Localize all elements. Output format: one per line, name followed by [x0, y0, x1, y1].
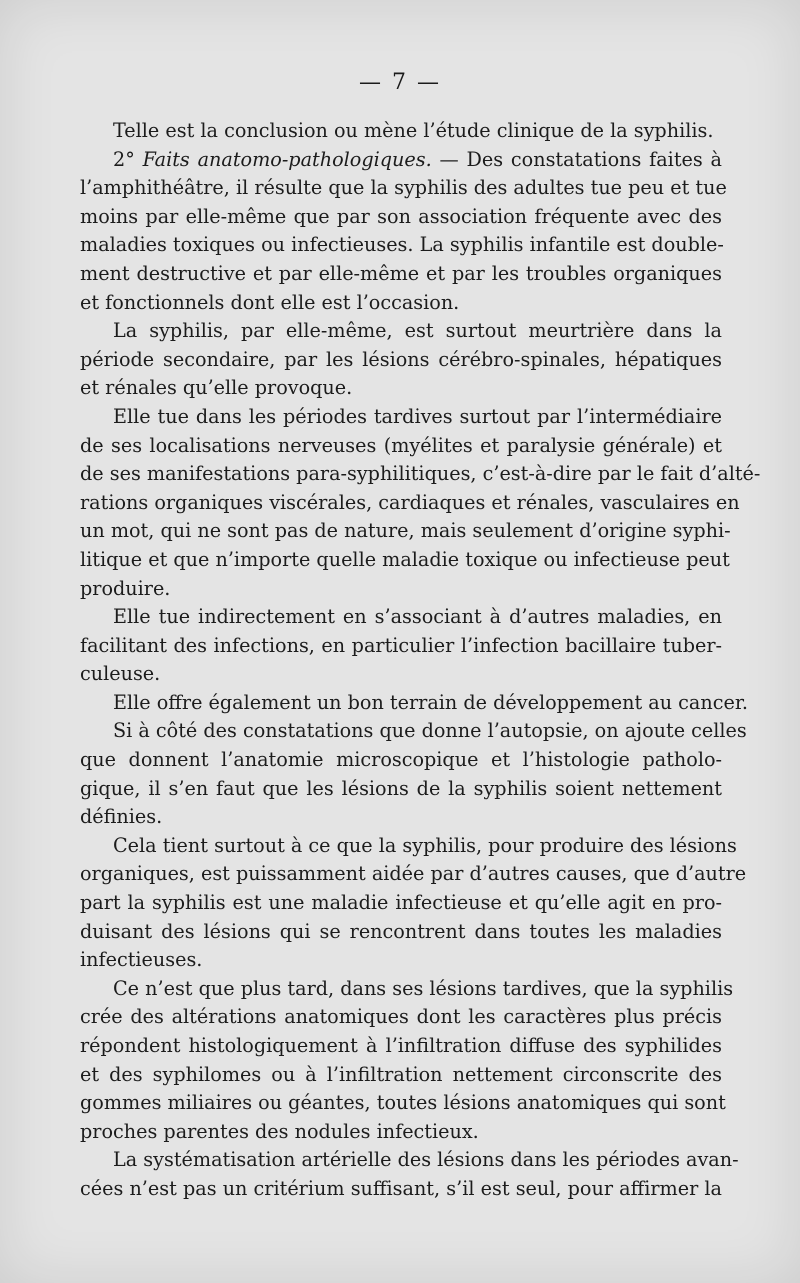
section-number: 2° [113, 147, 143, 171]
text-line: gique, il s’en faut que les lésions de la syphilis soient nettement [80, 776, 722, 800]
paragraph [80, 146, 727, 318]
text-line: période secondaire, par les lésions cérébro-spinales, hépatiques [80, 347, 722, 371]
text-line: litique et que n’importe quelle maladie toxique ou infectieuse peut [80, 547, 730, 571]
text-line: organiques, est puissamment aidée par d’autres causes, que d’autre [80, 862, 747, 886]
text-line: Ce n’est que plus tard, dans ses lésions tardives, que la syphilis [113, 976, 734, 1000]
text-line: produire. [80, 576, 171, 600]
text-line: Elle offre également un bon terrain de développement au cancer. [113, 690, 748, 714]
text-line: rations organiques viscérales, cardiaques et rénales, vasculaires en [80, 490, 740, 514]
text-line: facilitant des infections, en particulier l’infection bacillaire tuber- [80, 633, 722, 657]
page-number: — 7 — [359, 70, 441, 95]
body-text [80, 117, 761, 1204]
text-line: culeuse. [80, 662, 161, 686]
line-text: — Des constatations faites à [431, 147, 722, 171]
text-line: Elle tue indirectement en s’associant à d’autres maladies, en [113, 605, 722, 629]
text-line: Cela tient surtout à ce que la syphilis, pour produire des lésions [113, 833, 737, 857]
paragraph [80, 1146, 739, 1203]
paragraph [80, 317, 722, 403]
text-line: Elle tue dans les périodes tardives surtout par l’intermédiaire [113, 404, 722, 428]
text-line: et des syphilomes ou à l’infiltration nettement circonscrite des [80, 1062, 722, 1086]
text-line: de ses manifestations para-syphilitiques, c’est-à-dire par le fait d’alté- [80, 462, 761, 486]
text-line: cées n’est pas un critérium suffisant, s’il est seul, pour affirmer la [80, 1176, 722, 1200]
text-line: infectieuses. [80, 948, 203, 972]
text-line: moins par elle-même que par son association fréquente avec des [80, 204, 722, 228]
text-line: que donnent l’anatomie microscopique et l’histologie patholo- [80, 748, 722, 772]
paragraph [80, 717, 747, 831]
text-line: Telle est la conclusion ou mène l’étude clinique de la syphilis. [113, 119, 714, 142]
paragraph [80, 975, 734, 1147]
text-line: définies. [80, 805, 163, 829]
text-line: duisant des lésions qui se rencontrent dans toutes les maladies [80, 919, 722, 943]
text-line: crée des altérations anatomiques dont les caractères plus précis [80, 1005, 722, 1029]
text-line: La systématisation artérielle des lésions dans les périodes avan- [113, 1148, 739, 1172]
text-line: proches parentes des nodules infectieux. [80, 1119, 479, 1143]
text-line [80, 146, 722, 175]
text-line: et rénales qu’elle provoque. [80, 376, 353, 400]
paragraph [80, 117, 722, 146]
text-line: ment destructive et par elle-même et par les troubles organiques [80, 261, 722, 285]
text-line: de ses localisations nerveuses (myélites et paralysie générale) et [80, 433, 722, 457]
paragraph [80, 403, 761, 603]
text-line: part la syphilis est une maladie infectieuse et qu’elle agit en pro- [80, 891, 722, 915]
paragraph [80, 689, 748, 718]
text-line: répondent histologiquement à l’infiltration diffuse des syphilides [80, 1034, 722, 1057]
paragraph [80, 832, 747, 975]
text-line: un mot, qui ne sont pas de nature, mais seulement d’origine syphi- [80, 519, 731, 543]
text-line: maladies toxiques ou infectieuses. La syphilis infantile est double- [80, 233, 724, 257]
text-line: La syphilis, par elle-même, est surtout meurtrière dans la [113, 319, 722, 343]
paragraph [80, 603, 722, 689]
text-line: et fonctionnels dont elle est l’occasion. [80, 290, 460, 314]
text-line: gommes miliaires ou géantes, toutes lésions anatomiques qui sont [80, 1091, 726, 1115]
text-line: Si à côté des constatations que donne l’autopsie, on ajoute celles [113, 719, 747, 743]
text-line: l’amphithéâtre, il résulte que la syphilis des adultes tue peu et tue [80, 176, 727, 200]
section-heading: Faits anatomo-pathologiques. [142, 147, 432, 171]
